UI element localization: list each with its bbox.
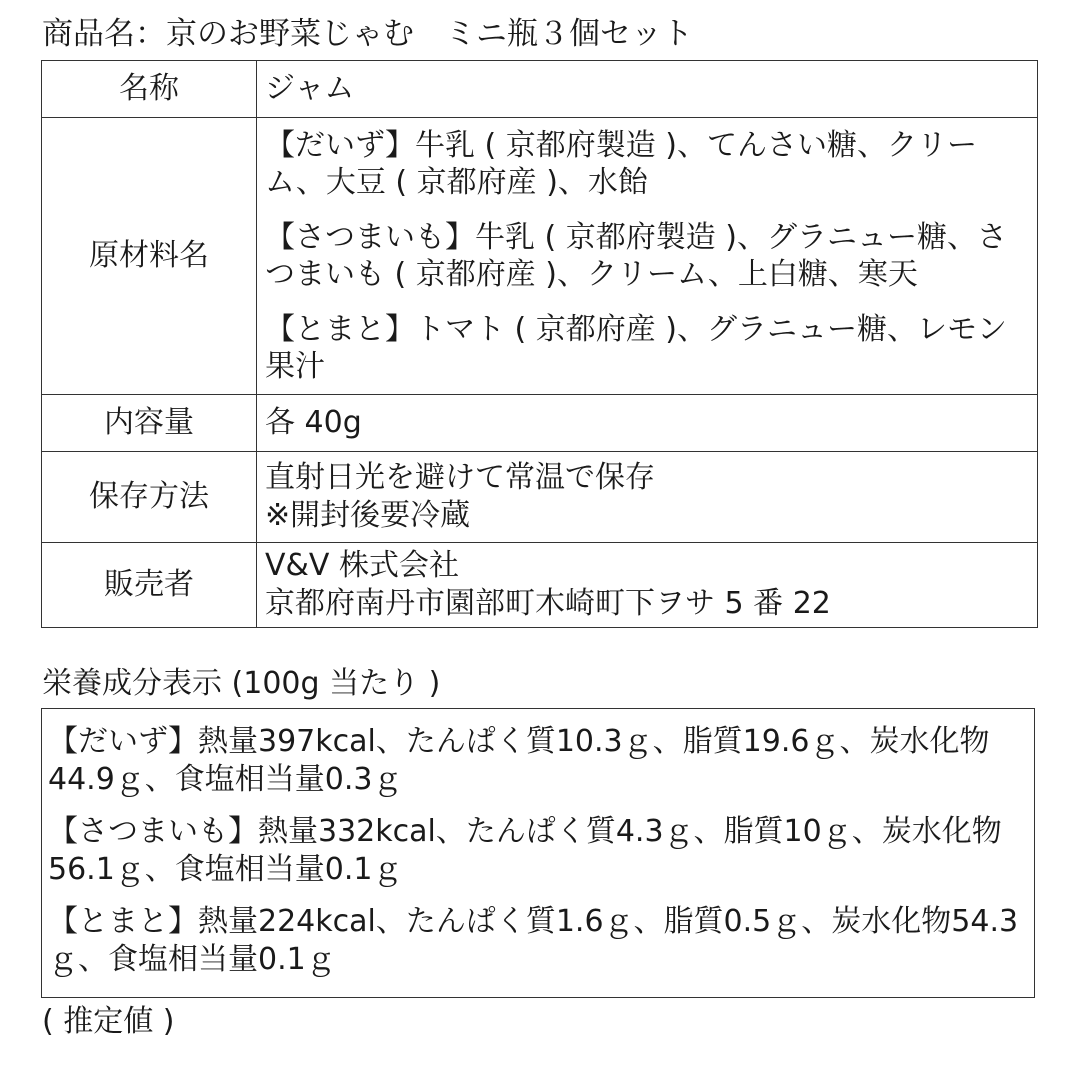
spec-row-storage xyxy=(42,452,1038,543)
product-spec-table xyxy=(41,60,1038,628)
spec-row-seller xyxy=(42,543,1038,628)
spec-value-volume: 各 40g xyxy=(257,395,1038,452)
nutrition-title: 栄養成分表示 (100g 当たり ) xyxy=(42,666,441,701)
seller-address: 京都府南丹市園部町木崎町下ヲサ 5 番 22 xyxy=(265,586,831,621)
spec-label-name: 名称 xyxy=(42,61,257,118)
spec-value-storage xyxy=(257,452,1038,543)
spec-row-name xyxy=(42,61,1038,118)
nutrition-item-daizu: 【だいず】熱量397kcal、たんぱく質10.3ｇ、脂質19.6ｇ、炭水化物44.9ｇ、食塩相当量0.3ｇ xyxy=(48,724,990,797)
spec-value-name: ジャム xyxy=(257,61,1038,118)
spec-row-ingredients xyxy=(42,118,1038,395)
product-title: 商品名：京のお野菜じゃむ ミニ瓶３個セット xyxy=(42,16,693,52)
ingredient-line-tomato: 【とまと】トマト ( 京都府産 )、グラニュー糖、レモン果汁 xyxy=(265,312,1008,384)
nutrition-item-satsumaimo: 【さつまいも】熱量332kcal、たんぱく質4.3ｇ、脂質10ｇ、炭水化物56.1ｇ、食塩相当量0.1ｇ xyxy=(48,814,1002,887)
nutrition-box xyxy=(41,708,1035,998)
spec-label-volume: 内容量 xyxy=(42,395,257,452)
nutrition-item-tomato: 【とまと】熱量224kcal、たんぱく質1.6ｇ、脂質0.5ｇ、炭水化物54.3ｇ、食塩相当量0.1ｇ xyxy=(48,904,1019,977)
ingredient-line-satsumaimo: 【さつまいも】牛乳 ( 京都府製造 )、グラニュー糖、さつまいも ( 京都府産 )、クリーム、上白糖、寒天 xyxy=(265,220,1008,292)
spec-label-seller: 販売者 xyxy=(42,543,257,628)
spec-row-volume xyxy=(42,395,1038,452)
storage-line-2: ※開封後要冷蔵 xyxy=(265,498,471,533)
storage-line-1: 直射日光を避けて常温で保存 xyxy=(265,460,655,495)
spec-value-seller xyxy=(257,543,1038,628)
ingredient-line-daizu: 【だいず】牛乳 ( 京都府製造 )、てんさい糖、クリーム、大豆 ( 京都府産 )、水飴 xyxy=(265,128,978,200)
spec-label-storage: 保存方法 xyxy=(42,452,257,543)
estimate-note: ( 推定値 ) xyxy=(42,1004,175,1039)
spec-value-ingredients xyxy=(257,118,1038,395)
seller-company: V&V 株式会社 xyxy=(265,548,459,583)
spec-label-ingredients: 原材料名 xyxy=(42,118,257,395)
